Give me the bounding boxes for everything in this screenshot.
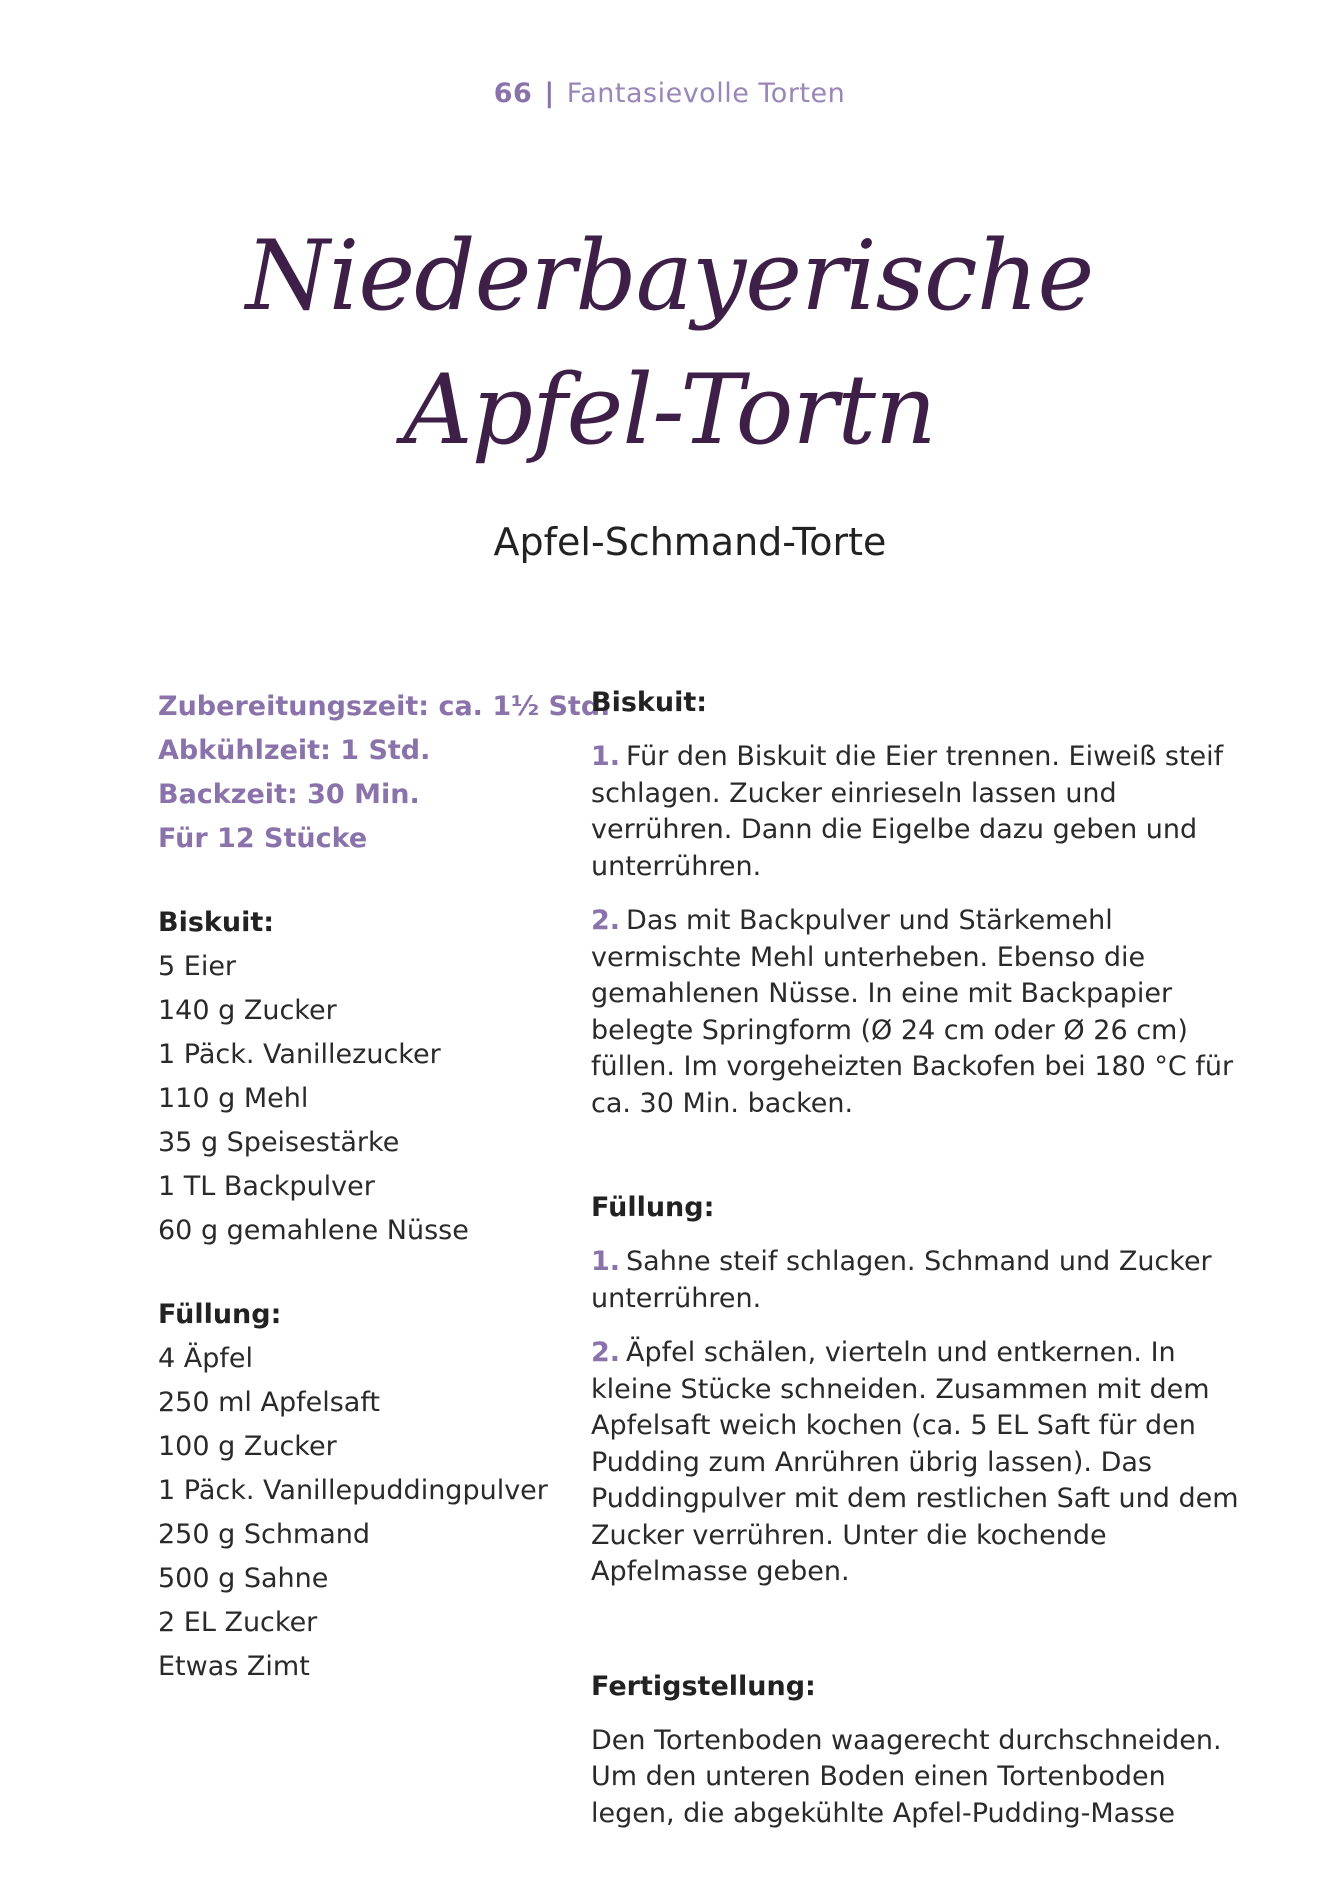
ingredient-item: 110 g Mehl <box>158 1083 309 1114</box>
servings: Für 12 Stücke <box>158 823 368 854</box>
ingredient-item: 140 g Zucker <box>158 995 337 1026</box>
instructions-fuellung-heading: Füllung: <box>591 1192 715 1223</box>
recipe-subtitle: Apfel-Schmand-Torte <box>493 520 887 564</box>
running-head <box>0 78 1339 109</box>
section-title: Fantasievolle Torten <box>566 78 846 109</box>
ingredient-item: Etwas Zimt <box>158 1651 310 1682</box>
step-text: Äpfel schälen, vierteln und entkernen. In kleine Stücke schneiden. Zusammen mit dem Apfelsaft weich kochen (ca. 5 EL Saft für den Pudding zum Anrühren übrig lassen). Das Puddingpulver mit dem restlichen Saft und dem Zucker verrühren. Unter die kochende Apfelmasse geben. <box>591 1337 1239 1587</box>
page-number: 66 <box>493 78 533 109</box>
instruction-step <box>591 1244 1251 1317</box>
instruction-step <box>591 739 1251 885</box>
step-number: 1. <box>591 741 621 772</box>
ingredient-item: 500 g Sahne <box>158 1563 329 1594</box>
step-number: 2. <box>591 905 621 936</box>
ingredients-column <box>158 685 611 1689</box>
cooling-time: Abkühlzeit: 1 Std. <box>158 735 431 766</box>
ingredient-item: 35 g Speisestärke <box>158 1127 400 1158</box>
recipe-title-line-1: Niederbayerische <box>245 220 1094 332</box>
ingredients-biskuit-heading: Biskuit: <box>158 907 275 938</box>
baking-time: Backzeit: 30 Min. <box>158 779 420 810</box>
ingredient-item: 250 g Schmand <box>158 1519 371 1550</box>
instructions-fertigstellung-heading: Fertigstellung: <box>591 1670 816 1702</box>
step-number: 2. <box>591 1337 621 1368</box>
recipe-title-line-2: Apfel-Tortn <box>403 354 936 466</box>
instructions-column <box>591 685 1251 1832</box>
instruction-step <box>591 903 1251 1122</box>
step-text: Sahne steif schlagen. Schmand und Zucker unterrühren. <box>591 1246 1212 1314</box>
ingredients-fuellung-heading: Füllung: <box>158 1299 282 1330</box>
instructions-biskuit-heading: Biskuit: <box>591 687 708 718</box>
ingredient-item: 1 TL Backpulver <box>158 1171 375 1202</box>
ingredient-item: 1 Päck. Vanillepuddingpulver <box>158 1475 548 1506</box>
step-text: Für den Biskuit die Eier trennen. Eiweiß steif schlagen. Zucker einrieseln lassen und verrühren. Dann die Eigelbe dazu geben und unterrühren. <box>591 741 1224 882</box>
ingredient-item: 250 ml Apfelsaft <box>158 1387 380 1418</box>
ingredient-item: 5 Eier <box>158 951 237 982</box>
ingredient-item: 60 g gemahlene Nüsse <box>158 1215 469 1246</box>
ingredient-item: 1 Päck. Vanillezucker <box>158 1039 441 1070</box>
ingredient-item: 2 EL Zucker <box>158 1607 318 1638</box>
prep-time: Zubereitungszeit: ca. 1½ Std. <box>158 691 611 722</box>
step-text: Das mit Backpulver und Stärkemehl vermischte Mehl unterheben. Ebenso die gemahlenen Nüsse. In eine mit Backpapier belegte Springform (Ø 24 cm oder Ø 26 cm) füllen. Im vorgeheizten Backofen bei 180 °C für ca. 30 Min. backen. <box>591 905 1234 1119</box>
ingredient-item: 4 Äpfel <box>158 1343 253 1374</box>
instruction-step <box>591 1335 1251 1591</box>
fertigstellung-text: Den Tortenboden waagerecht durchschneiden. Um den unteren Boden einen Tortenboden legen, die abgekühlte Apfel-Pudding-Masse <box>591 1724 1222 1829</box>
header-separator: | <box>544 78 555 109</box>
step-number: 1. <box>591 1246 621 1277</box>
ingredient-item: 100 g Zucker <box>158 1431 337 1462</box>
